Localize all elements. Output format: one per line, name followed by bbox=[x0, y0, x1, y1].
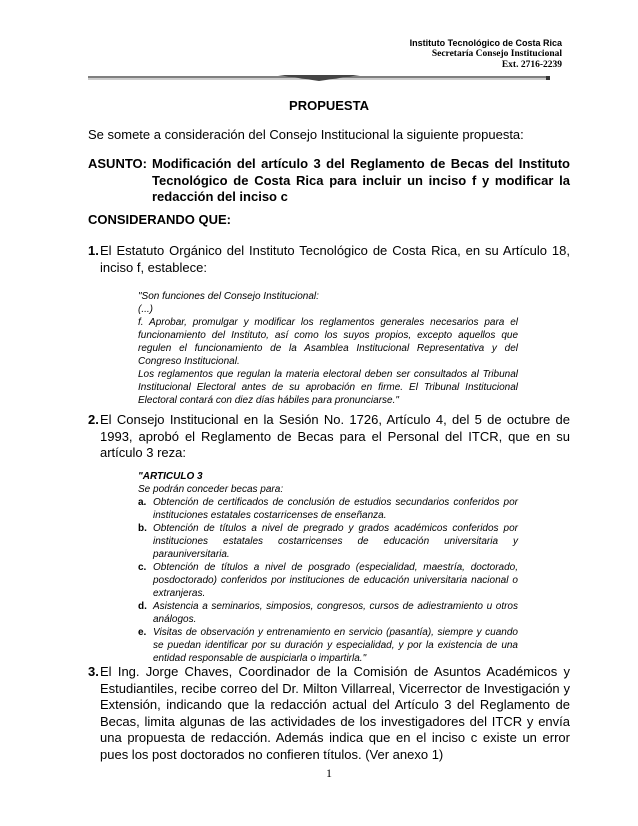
page-number: 1 bbox=[326, 766, 332, 780]
list-item bbox=[88, 243, 570, 276]
item-text: Obtención de certificados de conclusión de estudios secundarios conferidos por instituciones estatales costarricenses de enseñanza. bbox=[153, 497, 518, 521]
quote-heading: "ARTICULO 3 bbox=[138, 471, 203, 482]
subject-label: ASUNTO: bbox=[88, 156, 147, 171]
intro-text: Se somete a consideración del Consejo Institucional la siguiente propuesta: bbox=[88, 127, 524, 142]
item-text: Obtención de títulos a nivel de pregrado y grados académicos conferidos por instituciones estatales costarricenses de educación universitaria y parauniversitaria. bbox=[153, 523, 518, 560]
quote-lead: Se podrán conceder becas para: bbox=[138, 484, 284, 495]
header-divider bbox=[88, 74, 550, 82]
quote-articulo-3 bbox=[138, 470, 518, 665]
quote-line: (...) bbox=[138, 304, 153, 315]
quote-list-item bbox=[138, 600, 518, 626]
institution-name: Instituto Tecnológico de Costa Rica bbox=[409, 38, 562, 48]
item-number: 3. bbox=[88, 664, 99, 679]
item-text: El Estatuto Orgánico del Instituto Tecnológico de Costa Rica, en su Artículo 18, inciso f, establece: bbox=[100, 243, 570, 275]
item-text: Obtención de títulos a nivel de posgrado (especialidad, maestría, doctorado, posdoctorado) conferidos por instituciones de educación universitaria nacional o extranjeras. bbox=[153, 562, 518, 599]
list-item bbox=[88, 412, 570, 462]
document-title: PROPUESTA bbox=[289, 98, 369, 113]
list-item bbox=[88, 664, 570, 763]
letterhead bbox=[410, 38, 562, 71]
quote-line: "Son funciones del Consejo Institucional: bbox=[138, 291, 319, 302]
item-marker: e. bbox=[138, 627, 147, 638]
subject-text: Modificación del artículo 3 del Reglamento de Becas del Instituto Tecnológico de Costa Rica para incluir un inciso f y modificar la redacción del inciso c bbox=[152, 156, 570, 204]
subject-block bbox=[88, 156, 570, 206]
phone-extension: Ext. 2716-2239 bbox=[501, 60, 562, 70]
item-text: El Consejo Institucional en la Sesión No. 1726, Artículo 4, del 5 de octubre de 1993, aprobó el Reglamento de Becas para el Personal del ITCR, que en su artículo 3 reza: bbox=[100, 412, 570, 460]
quote-paragraph: Los reglamentos que regulan la materia electoral deben ser consultados al Tribunal Institucional Electoral antes de su aprobación en firme. El Tribunal Institucional Electoral contará con diez días hábiles para pronunciarse." bbox=[138, 369, 518, 406]
item-marker: a. bbox=[138, 497, 147, 508]
quote-list-item bbox=[138, 626, 518, 665]
item-text: Visitas de observación y entrenamiento en servicio (pasantía), siempre y cuando se puedan identificar por su duración y especialidad, y por la existencia de una entidad responsable de auspiciarla o impartirla." bbox=[153, 627, 518, 664]
office-name: Secretaría Consejo Institucional bbox=[431, 49, 562, 59]
item-number: 1. bbox=[88, 243, 99, 258]
quote-list-item bbox=[138, 496, 518, 522]
quote-list-item bbox=[138, 561, 518, 600]
item-number: 2. bbox=[88, 412, 99, 427]
item-marker: b. bbox=[138, 523, 147, 534]
item-marker: d. bbox=[138, 601, 147, 612]
quote-list-item bbox=[138, 522, 518, 561]
item-text: El Ing. Jorge Chaves, Coordinador de la Comisión de Asuntos Académicos y Estudiantiles, recibe correo del Dr. Milton Villarreal, Vicerrector de Investigación y Extensión, indicando que la redacción actual del Artículo 3 del Reglamento de Becas, limita algunas de las actividades de los investigadores del ITCR y envía una propuesta de redacción. Además indica que en el inciso c existe un error pues los post doctorados no confieren títulos. (Ver anexo 1) bbox=[100, 664, 570, 762]
quote-paragraph: f. Aprobar, promulgar y modificar los reglamentos generales necesarios para el funcionamiento del Instituto, así como los suyos propios, excepto aquellos que regulen el funcionamiento de la Asamblea Institucional Representativa y del Congreso Institucional. bbox=[138, 317, 518, 367]
item-marker: c. bbox=[138, 562, 147, 573]
quote-estatuto bbox=[138, 290, 518, 407]
item-text: Asistencia a seminarios, simposios, congresos, cursos de adiestramiento u otros análogos. bbox=[153, 601, 518, 625]
considering-heading: CONSIDERANDO QUE: bbox=[88, 212, 232, 227]
